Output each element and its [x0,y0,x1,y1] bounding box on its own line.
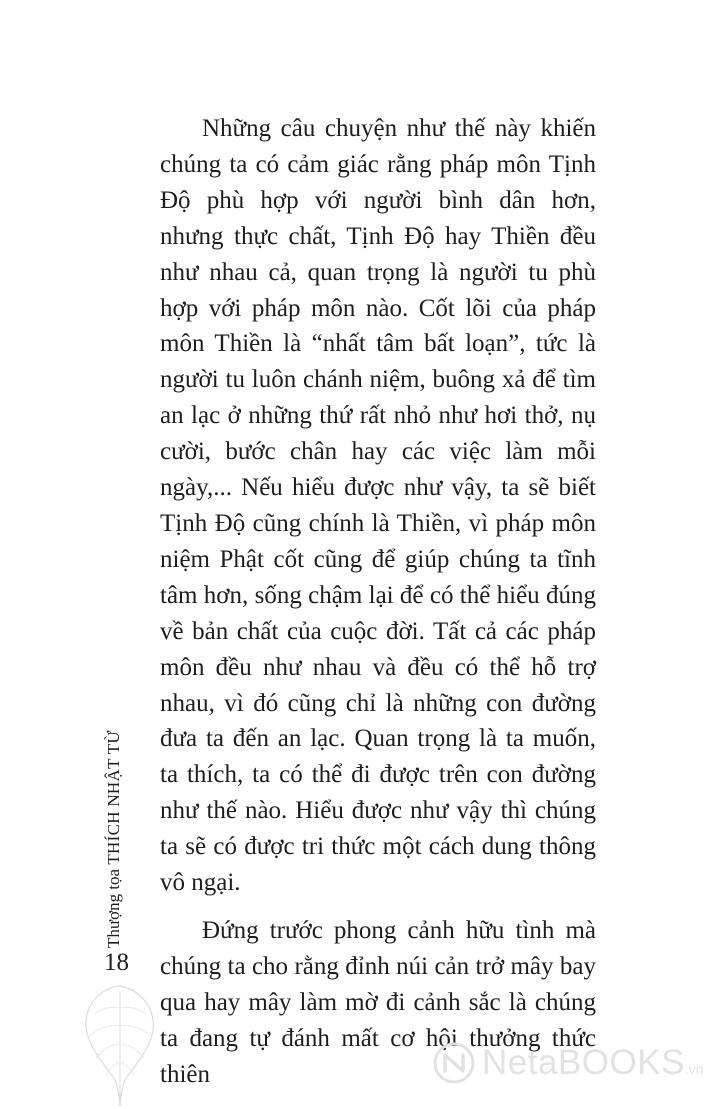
bodhi-leaf-icon [74,978,164,1108]
page-body [160,111,596,1092]
running-head-prefix: Thượng tọa [104,864,123,948]
watermark-brand: NetaBOOKS [482,1043,685,1082]
paragraph: Những câu chuyện như thế này khiến chúng ta có cảm giác rằng pháp môn Tịnh Độ phù hợp với người bình dân hơn, nhưng thực chất, Tịnh Độ hay Thiền đều như nhau cả, quan trọng là người tu phù hợp với pháp môn nào. Cốt lõi của pháp môn Thiền là “nhất tâm bất loạn”, tức là người tu luôn chánh niệm, buông xả để tìm an lạc ở những thứ rất nhỏ như hơi thở, nụ cười, bước chân hay các việc làm mỗi ngày,... Nếu hiểu được như vậy, ta sẽ biết Tịnh Độ cũng chính là Thiền, vì pháp môn niệm Phật cốt cũng để giúp chúng ta tĩnh tâm hơn, sống chậm lại để có thể hiểu đúng về bản chất của cuộc đời. Tất cả các pháp môn đều như nhau và đều có thể hỗ trợ nhau, vì đó cũng chỉ là những con đường đưa ta đến an lạc. Quan trọng là ta muốn, ta thích, ta có thể đi được trên con đường như thế nào. Hiểu được như vậy thì chúng ta sẽ có được tri thức một cách dung thông vô ngại. [160,115,596,897]
page-number: 18 [104,949,129,976]
watermark-text [482,1043,704,1089]
running-head [102,708,126,948]
paragraph: Đứng trước phong cảnh hữu tình mà chúng ta cho rằng đỉnh núi cản trở mây bay qua hay mây làm mờ đi cảnh sắc là chúng ta đang tự đánh mất cơ hội thưởng thức thiên [160,916,596,1088]
netabooks-logo-icon [432,1041,476,1085]
author-name: THÍCH NHẬT TỪ [104,730,123,865]
watermark [430,1033,704,1093]
watermark-suffix: .vn [684,1061,704,1077]
